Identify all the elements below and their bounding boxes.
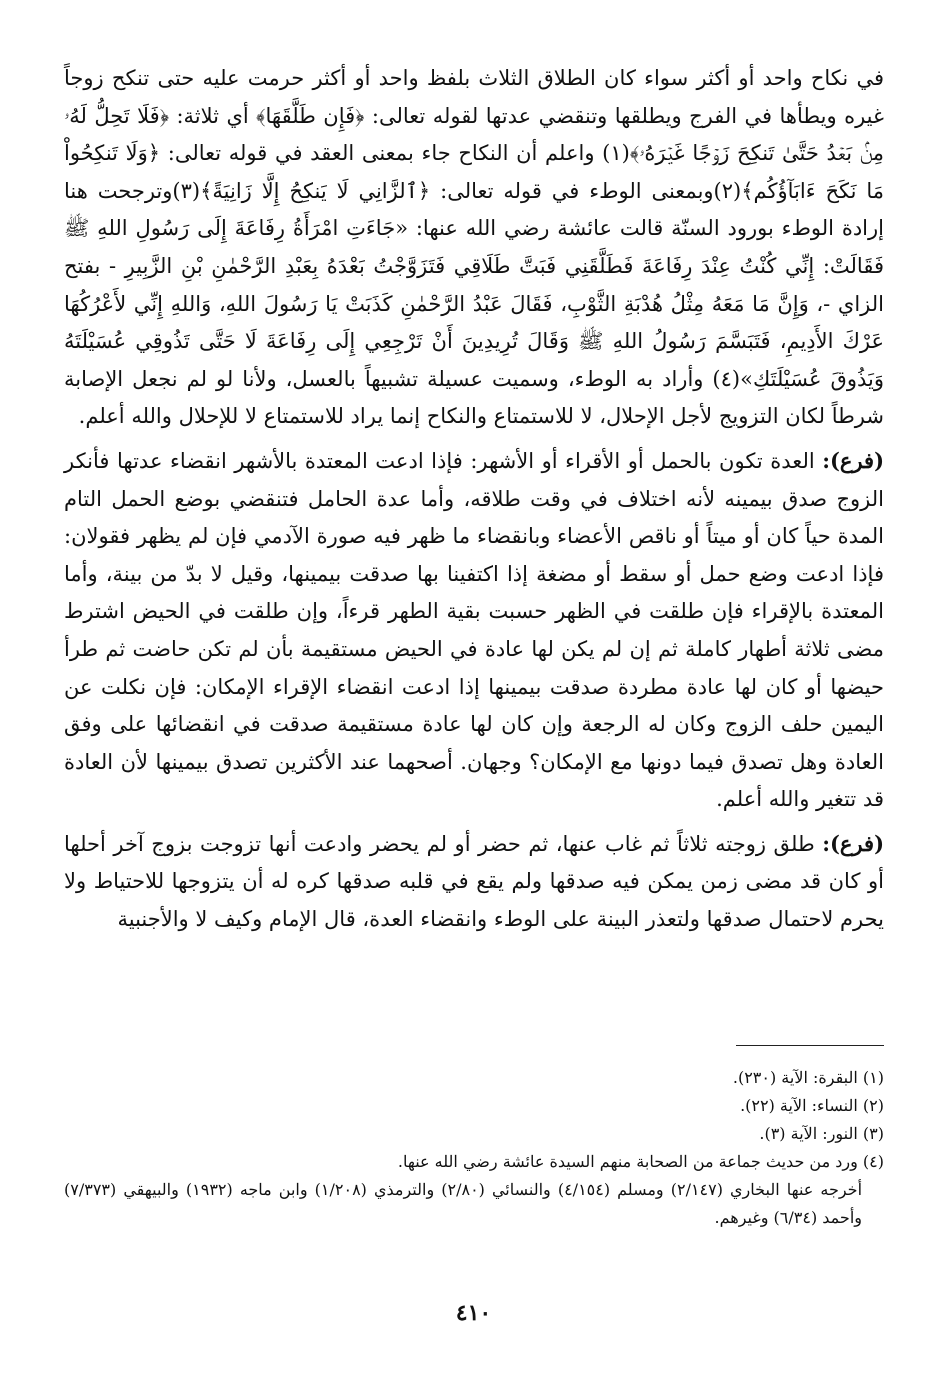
paragraph-marriage-ruling: في نكاح واحد أو أكثر سواء كان الطلاق الثلاث بلفظ واحد أو أكثر حرمت عليه حتى تنكح زوجاً غيره ويطأها في الفرج ويطلقها وتنقضي عدتها لقوله تعالى: ﴿فَإِن طَلَّقَهَا﴾ أي ثلاثة: ﴿فَلَا تَحِلُّ لَهُۥ مِنۢ بَعۡدُ حَتَّىٰ تَنكِحَ زَوۡجًا غَيۡرَهُۥ﴾(١) واعلم أن النكاح جاء بمعنى العقد في قوله تعالى: ﴿وَلَا تَنكِحُواْ مَا نَكَحَ ءَابَآؤُكُم﴾(٢)وبمعنى الوطء في قوله تعالى: ﴿ٱلزَّانِي لَا يَنكِحُ إِلَّا زَانِيَةً﴾(٣)وترجحت هنا إرادة الوطء بورود السنّة قالت عائشة رضي الله عنها: «جَاءَتِ امْرَأَةُ رِفَاعَةَ إِلَى رَسُولِ اللهِ ﷺ فَقَالَتْ: إِنِّي كُنْتُ عِنْدَ رِفَاعَةَ فَطَلَّقَنِي فَبَتَّ طَلَاقِي فَتَزَوَّجْتُ بَعْدَهُ بِعَبْدِ الرَّحْمٰنِ بْنِ الزَّبِيرِ - بفتح الزاي -، وَإِنَّ مَا مَعَهُ مِثْلُ هُدْبَةِ الثَّوْبِ، فَقَالَ عَبْدُ الرَّحْمٰنِ كَذَبَتْ يَا رَسُولَ اللهِ، وَاللهِ إِنِّي لأَعْرُكُهَا عَرْكَ الأَدِيمِ، فَتَبَسَّمَ رَسُولُ اللهِ ﷺ وَقَالَ تُرِيدِينَ أَنْ تَرْجِعِي إِلَى رِفَاعَةَ لَا حَتَّى تَذُوقِي عُسَيْلَتَهُ وَيَذُوقَ عُسَيْلَتَكِ»(٤) وأراد به الوطء، وسميت عسيلة تشبيهاً بالعسل، ولأنا لو لم نجعل الإصابة شرطاً لكان التزويج لأجل الإحلال، لا للاستمتاع والنكاح إنما يراد للاستمتاع لا للإحلال والله أعلم. <box>64 66 884 429</box>
branch-label: (فرع): <box>822 830 884 856</box>
footnote-separator <box>736 1045 884 1046</box>
page-number: ٤١٠ <box>455 1300 492 1326</box>
branch-text: العدة تكون بالحمل أو الأقراء أو الأشهر: فإذا ادعت المعتدة بالأشهر انقضاء عدتها فأنكر الزوج صدق بيمينه لأنه اختلاف في وقت طلاقه، وأما عدة الحامل فتنقضي بوضع الحمل التام المدة حياً كان أو ميتاً أو ناقص الأعضاء وبانقضاء ما ظهر فيه صورة الآدمي فإن لم يظهر فقولان: فإذا ادعت وضع حمل أو سقط أو مضغة إذا اكتفينا بها صدقت بيمينها، وقيل لا بدّ من بينة، وأما المعتدة بالإقراء فإن طلقت في الظهر حسبت بقية الطهر قرءاً، وإن طلقت في الحيض اشترط مضى ثلاثة أطهار كاملة ثم إن لم يكن لها عادة في الحيض مستقيمة بأن لم تكن حاضت ثم طرأ حيضها أو كان لها عادة مطردة صدقت بيمينها إذا ادعت انقضاء الإقراء الإمكان: فإن نكلت عن اليمين حلف الزوج وكان له الرجعة وإن كان لها عادة مستقيمة صدقت في انقضائها على وفق العادة وهل تصدق فيما دونها مع الإمكان؟ وجهان. أصحهما عند الأكثرين تصدق بيمينها لأن العادة قد تتغير والله أعلم. <box>64 448 884 812</box>
footnote-4-continuation: أخرجه عنها البخاري (٢/١٤٧) ومسلم (٤/١٥٤) والنسائي (٢/٨٠) والترمذي (١/٢٠٨) وابن ماجه (١٩٣٢) والبيهقي (٧/٣٧٣) وأحمد (٦/٣٤) وغيرهم. <box>64 1180 863 1227</box>
footnote-1: (١) البقرة: الآية (٢٣٠). <box>732 1068 884 1087</box>
footnote-list <box>64 1064 884 1176</box>
paragraph-branch-waiting-period <box>64 442 884 819</box>
footnote-2: (٢) النساء: الآية (٢٢). <box>740 1096 884 1115</box>
paragraph-branch-triple-divorce <box>64 825 884 939</box>
footnote-3: (٣) النور: الآية (٣). <box>759 1124 884 1143</box>
branch-label: (فرع): <box>822 447 884 473</box>
footnotes <box>64 1045 884 1232</box>
branch-text: طلق زوجته ثلاثاً ثم غاب عنها، ثم حضر أو لم يحضر وادعت أنها تزوجت بزوج آخر أحلها أو كان قد مضى زمن يمكن فيه صدقها ولم يقع في قلبه صدقها كره له أن يتزوجها للاحتياط ولا يحرم لاحتمال صدقها ولتعذر البينة على الوطء وانقضاء العدة، قال الإمام وكيف لا والأجنبية <box>64 831 884 932</box>
page-body <box>64 60 884 939</box>
footnote-4: (٤) ورد من حديث جماعة من الصحابة منهم السيدة عائشة رضي الله عنها. <box>397 1152 884 1171</box>
